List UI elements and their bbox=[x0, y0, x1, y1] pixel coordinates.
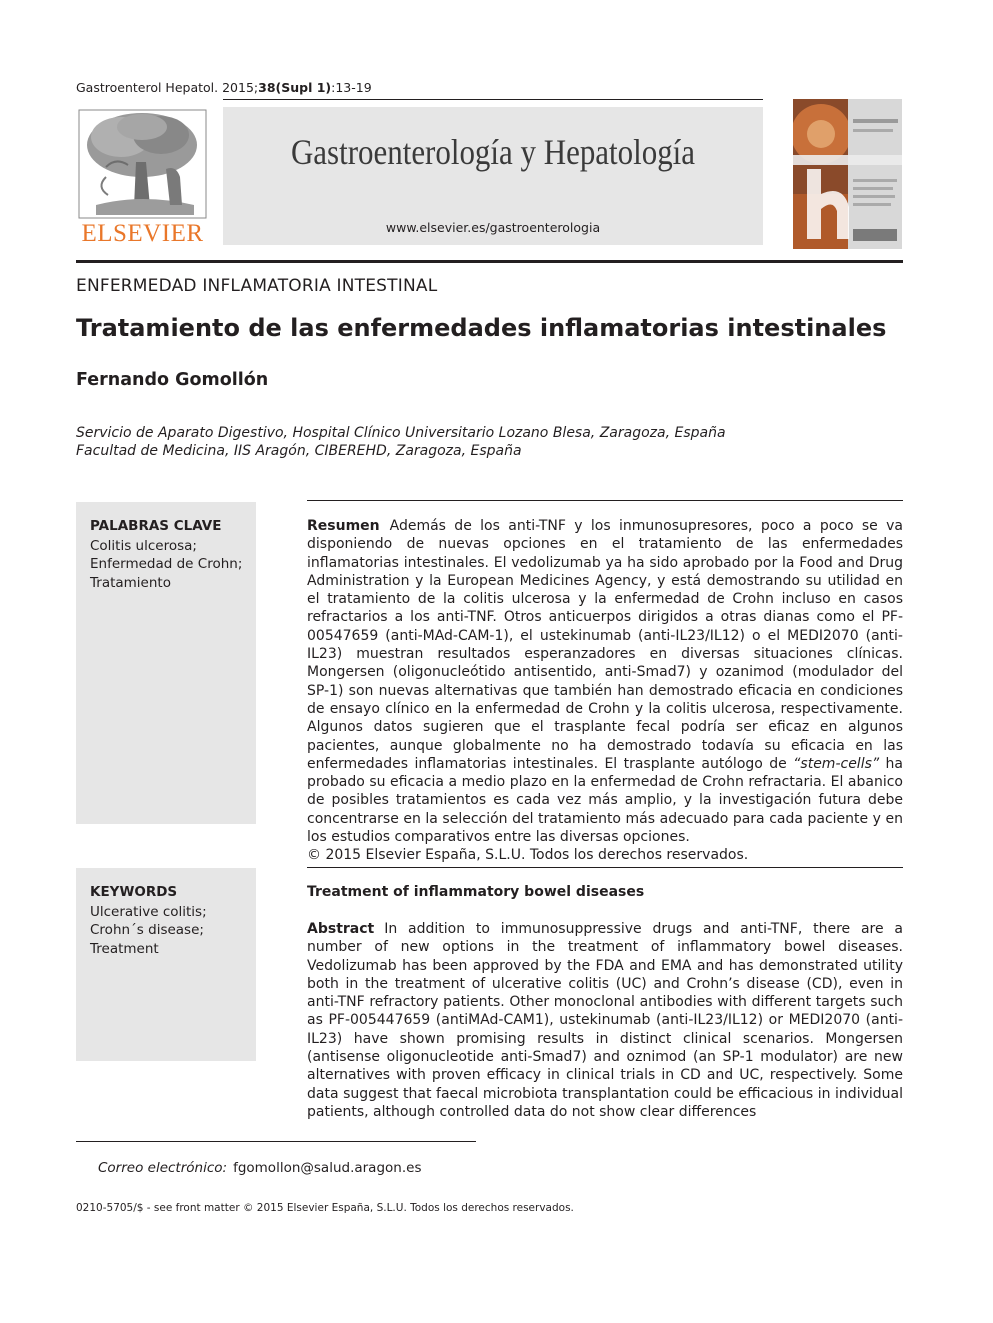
correspondence-email bbox=[98, 1160, 421, 1176]
elsevier-wordmark: ELSEVIER bbox=[81, 220, 204, 247]
resumen-top-rule bbox=[307, 500, 903, 501]
resumen-copyright: © 2015 Elsevier España, S.L.U. Todos los derechos reservados. bbox=[307, 847, 749, 864]
resumen-paragraph bbox=[307, 517, 903, 865]
keywords-list-es bbox=[90, 537, 242, 592]
english-title: Treatment of inflammatory bowel diseases bbox=[307, 884, 645, 900]
citation-journal-year: Gastroenterol Hepatol. 2015; bbox=[76, 80, 259, 95]
keywords-list-en bbox=[90, 903, 207, 958]
footnote-rule bbox=[76, 1141, 476, 1142]
elsevier-logo bbox=[76, 107, 209, 248]
section-heading: ENFERMEDAD INFLAMATORIA INTESTINAL bbox=[76, 276, 438, 296]
abstract-top-rule bbox=[307, 867, 903, 868]
journal-url-link[interactable]: www.elsevier.es/gastroenterologia bbox=[385, 220, 601, 235]
keyword-item: Tratamiento bbox=[90, 574, 171, 591]
journal-banner bbox=[223, 107, 763, 245]
elsevier-tree-icon bbox=[76, 107, 209, 222]
abstract-label: Abstract bbox=[307, 921, 375, 937]
affiliation-1: Servicio de Aparato Digestivo, Hospital Clínico Universitario Lozano Blesa, Zaragoza, España bbox=[76, 425, 726, 441]
resumen-label: Resumen bbox=[307, 518, 380, 534]
resumen-text-italic: “stem-cells” bbox=[793, 755, 880, 772]
journal-cover-thumbnail bbox=[793, 99, 902, 249]
resumen-text-part2: ha probado su eficacia a medio plazo en la enfermedad de Crohn refractaria. El abanico de posibles tratamientos es cada vez más amplio, y la investigación futura debe concentrarse en la selección del tratamiento más adecuado para cada paciente y en los estudios comparativos entre las diversas opciones. bbox=[307, 755, 903, 846]
abstract-text: In addition to immunosuppressive drugs and anti-TNF, there are a number of new options in the treatment of inflammatory bowel diseases. Vedolizumab has been approved by the FDA and EMA and has demonstrated utility both in the treatment of ulcerative colitis (UC) and Crohn’s disease (CD), even in anti-TNF refractory patients. Other monoclonal antibodies with different targets such as PF-005447659 (antiMAd-CAM1), ustekinumab (anti-IL23/IL12) or MEDI2070 (anti-IL23) have shown promising results in distinct clinical scenarios. Mongersen (antisense oligonucleotide anti-Smad7) and oznimod (an SP-1 modulator) are new alternatives with proven efficacy in clinical trials in CD and UC, respectively. Some data suggest that faecal microbiota transplantation could be efficacious in individual patients, although controlled data do not show clear differences bbox=[307, 921, 903, 1120]
issn-line: 0210-5705/$ - see front matter © 2015 Elsevier España, S.L.U. Todos los derechos reservados. bbox=[76, 1202, 574, 1214]
author-name: Fernando Gomollón bbox=[76, 370, 269, 390]
article-title: Tratamiento de las enfermedades inflamatorias intestinales bbox=[76, 314, 887, 342]
affiliation-2: Facultad de Medicina, IIS Aragón, CIBEREHD, Zaragoza, España bbox=[76, 443, 522, 459]
keywords-heading-es: PALABRAS CLAVE bbox=[90, 518, 222, 534]
header-main-rule bbox=[76, 260, 903, 263]
citation-pages: :13-19 bbox=[331, 80, 372, 95]
resumen-text-part1: Además de los anti-TNF y los inmunosupresores, poco a poco se va disponiendo de nuevas opciones en el tratamiento de las enfermedades inflamatorias intestinales. El vedolizumab ya ha sido aprobado por la Food and Drug Administration y la European Medicines Agency, y está demostrando su utilidad en el tratamiento de la colitis ulcerosa y la enfermedad de Crohn incluso en casos refractarios a los anti-TNF. Otros anticuerpos dirigidos a otras dianas como el PF-00547659 (anti-MAd-CAM-1), el ustekinumab (anti-IL23/IL12) o el MEDI2070 (anti-IL23) muestran resultados esperanzadores en diversas situaciones clínicas. Mongersen (oligonucleótido antisentido, anti-Smad7) y ozanimod (modulador del SP-1) son nuevas alternativas que también han demostrado eficacia en condiciones de ensayo clínico en la enfermedad de Crohn y la colitis ulcerosa, respectivamente. Algunos datos sugieren que el trasplante fecal podría ser eficaz en algunos pacientes, aunque globalmente no ha demostrado todavía su eficacia en las enfermedades inflamatorias intestinales. El trasplante autólogo de bbox=[307, 518, 903, 772]
keyword-item: Treatment bbox=[90, 940, 159, 957]
keyword-item: Crohn´s disease; bbox=[90, 922, 204, 939]
header-top-rule bbox=[223, 99, 763, 100]
journal-name: Gastroenterología y Hepatología bbox=[290, 132, 696, 172]
keywords-box-en bbox=[76, 868, 256, 1061]
email-address-link[interactable]: fgomollon@salud.aragon.es bbox=[233, 1160, 422, 1176]
keyword-item: Colitis ulcerosa; bbox=[90, 538, 197, 554]
citation-volume: 38(Supl 1) bbox=[258, 80, 332, 95]
journal-citation bbox=[76, 80, 372, 95]
keyword-item: Enfermedad de Crohn; bbox=[90, 556, 243, 573]
cover-image-icon bbox=[793, 99, 902, 249]
keywords-box-es bbox=[76, 502, 256, 824]
email-label: Correo electrónico: bbox=[98, 1160, 228, 1176]
keywords-heading-en: KEYWORDS bbox=[90, 884, 178, 900]
abstract-paragraph bbox=[307, 920, 903, 1121]
keyword-item: Ulcerative colitis; bbox=[90, 904, 207, 920]
